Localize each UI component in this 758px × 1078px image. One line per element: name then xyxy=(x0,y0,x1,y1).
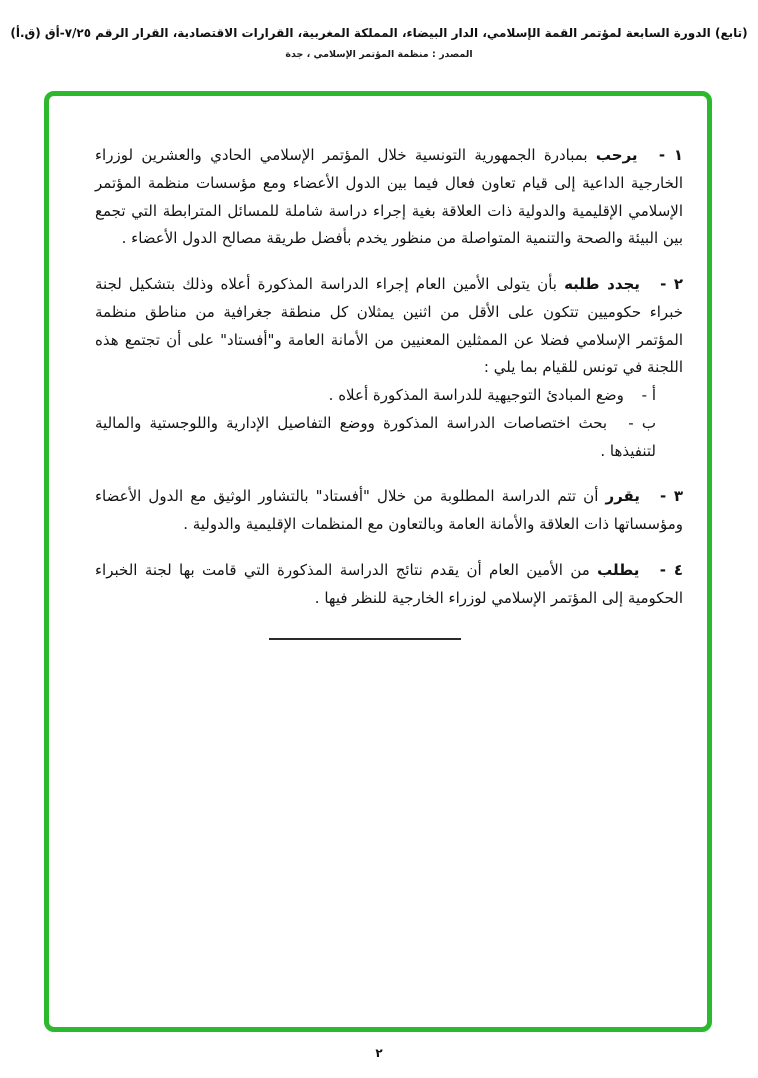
item-number: ١ - xyxy=(658,146,683,164)
item-text: أن تتم الدراسة المطلوبة من خلال "أفستاد" بالتشاور الوثيق مع الدول الأعضاء ومؤسساتها ذات العلاقة والأمانة العامة وبالتعاون مع المنظمات الإقليمية والدولية . xyxy=(95,487,683,533)
item-lead: يطلب xyxy=(597,560,640,579)
item-lead: يقرر xyxy=(605,487,640,506)
document-header-title: (تابع) الدورة السابعة لمؤتمر القمة الإسلامي، الدار البيضاء، المملكة المغربية، القرارات الاقتصادية، القرار الرقم ٧/٢٥-أق (ق.أ) xyxy=(10,26,748,40)
resolution-item-2 xyxy=(95,271,683,382)
sub-item-group xyxy=(95,382,683,465)
item-number: ٤ - xyxy=(659,560,683,579)
item-number: ٣ - xyxy=(660,487,683,506)
content-frame xyxy=(44,91,712,1032)
resolution-item-1 xyxy=(95,142,683,253)
sub-item-text: بحث اختصاصات الدراسة المذكورة ووضع التفاصيل الإدارية واللوجستية والمالية لتنفيذها . xyxy=(95,413,656,460)
source-line: المصدر : منظمة المؤتمر الإسلامي ، جدة xyxy=(285,49,473,60)
item-lead: يرحب xyxy=(595,146,638,164)
item-number: ٢ - xyxy=(660,275,684,293)
sub-item-a xyxy=(95,382,683,410)
item-text: من الأمين العام أن يقدم نتائج الدراسة المذكورة التي قامت بها لجنة الخبراء الحكومية إلى المؤتمر الإسلامي لوزراء الخارجية للنظر فيها . xyxy=(95,560,683,607)
sub-item-letter: أ - xyxy=(641,386,656,404)
end-divider xyxy=(269,638,461,640)
sub-item-text: وضع المبادئ التوجيهية للدراسة المذكورة أعلاه . xyxy=(328,386,624,404)
item-lead: يجدد طلبه xyxy=(564,275,640,293)
item-text: بمبادرة الجمهورية التونسية خلال المؤتمر الإسلامي الحادي والعشرين لوزراء الخارجية الداعية إلى قيام تعاون فعال فيما بين الدول الأعضاء ومع مؤسسات منظمة المؤتمر الإسلامي الإقليمية والدولية ذات العلاقة بغية إجراء دراسة شاملة للمسائل المترابطة التي تجمع بين البيئة والصحة والتنمية المتواصلة من منظور يخدم بأفضل طريقة مصالح الدول الأعضاء . xyxy=(95,146,683,248)
sub-item-b xyxy=(95,410,683,466)
item-text: بأن يتولى الأمين العام إجراء الدراسة المذكورة أعلاه وذلك بتشكيل لجنة خبراء حكوميين تتكون على الأقل من اثنين يمثلان كل منطقة جغرافية من مناطق منظمة المؤتمر الإسلامي فضلا عن الممثلين المعنيين من الأمانة العامة و"أفستاد" على أن تجتمع هذه اللجنة في تونس للقيام بما يلي : xyxy=(95,275,683,377)
sub-item-letter: ب - xyxy=(628,413,657,432)
page-number: ٢ xyxy=(375,1046,383,1060)
resolution-item-4 xyxy=(95,557,683,613)
resolution-item-3 xyxy=(95,483,683,539)
resolution-body xyxy=(49,96,707,640)
